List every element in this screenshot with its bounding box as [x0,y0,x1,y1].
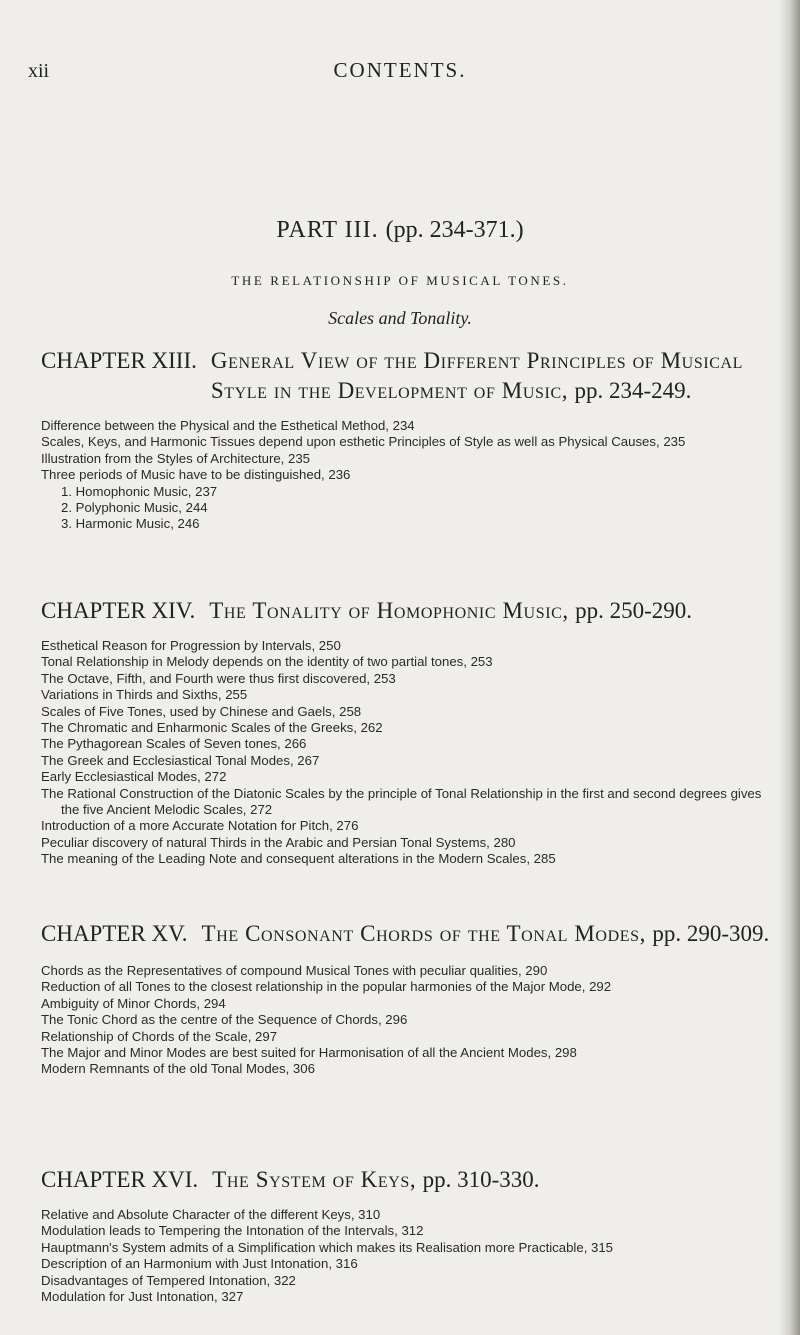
toc-entry: Reduction of all Tones to the closest relationship in the popular harmonies of the Major Mode, 292 [41,979,612,995]
toc-entry: Modern Remnants of the old Tonal Modes, 306 [41,1061,315,1077]
chapter-entries [41,418,771,533]
part-subsubtitle: Scales and Tonality. [328,308,472,328]
toc-entry: The Octave, Fifth, and Fourth were thus first discovered, 253 [41,670,396,686]
toc-entry: 3. Harmonic Music, 246 [61,516,200,532]
toc-entry: Early Ecclesiastical Modes, 272 [41,769,227,785]
chapter-xv [41,919,771,1078]
toc-entry: Difference between the Physical and the Esthetical Method, 234 [41,418,415,433]
chapter-label: CHAPTER XIV. [41,598,196,623]
toc-entry: Scales, Keys, and Harmonic Tissues depend upon esthetic Principles of Style as well as Physical Causes, 235 [41,434,686,450]
toc-entry: Scales of Five Tones, used by Chinese and Gaels, 258 [41,703,362,719]
toc-entry: The Rational Construction of the Diatonic Scales by the principle of Tonal Relationship in the first and second degrees gives the five Ancient Melodic Scales, 272 [41,785,762,818]
toc-entry: Three periods of Music have to be distinguished, 236 [41,467,351,483]
chapter-pages: pp. 290-309. [652,921,770,946]
chapter-title-text: The System of Keys, [212,1167,417,1192]
toc-entry: Peculiar discovery of natural Thirds in the Arabic and Persian Tonal Systems, 280 [41,834,516,850]
chapter-title [195,596,771,626]
toc-entry: Illustration from the Styles of Architecture, 235 [41,450,311,466]
part-title [0,217,800,244]
toc-entry: 2. Polyphonic Music, 244 [61,500,208,516]
chapter-heading [41,346,771,406]
toc-entry: Chords as the Representatives of compound Musical Tones with peculiar qualities, 290 [41,963,548,978]
toc-entry: Relationship of Chords of the Scale, 297 [41,1028,278,1044]
toc-entry: Relative and Absolute Character of the different Keys, 310 [41,1207,381,1222]
chapter-entries [41,1207,771,1305]
chapter-title-text: The Tonality of Homophonic Music, [209,598,569,623]
toc-entry: Variations in Thirds and Sixths, 255 [41,687,248,703]
chapter-title [188,919,771,949]
chapter-xiii [41,346,771,533]
chapter-xvi [41,1165,771,1305]
toc-entry: Disadvantages of Tempered Intonation, 322 [41,1272,296,1288]
toc-entry: Ambiguity of Minor Chords, 294 [41,995,226,1011]
toc-entry: Introduction of a more Accurate Notation for Pitch, 276 [41,818,359,834]
chapter-pages: pp. 310-330. [422,1167,540,1192]
toc-entry: Hauptmann's System admits of a Simplification which makes its Realisation more Practicable, 315 [41,1239,614,1255]
chapter-heading [41,919,771,949]
toc-entry: The meaning of the Leading Note and consequent alterations in the Modern Scales, 285 [41,851,556,867]
toc-entry: The Greek and Ecclesiastical Tonal Modes, 267 [41,752,320,768]
part-subtitle: THE RELATIONSHIP OF MUSICAL TONES. [231,273,569,288]
toc-entry: Description of an Harmonium with Just Intonation, 316 [41,1256,358,1272]
part-pages: (pp. 234-371.) [385,217,524,243]
chapter-title-text: General View of the Different Principles of Musical Style in the Development of Music, [210,348,744,403]
toc-entry: Tonal Relationship in Melody depends on the identity of two partial tones, 253 [41,654,493,670]
chapter-title [197,346,771,406]
toc-entry: Esthetical Reason for Progression by Intervals, 250 [41,638,341,653]
page-number: xii [28,60,50,82]
chapter-entries [41,963,771,1078]
chapter-label: CHAPTER XV. [41,921,188,946]
toc-entry: Modulation for Just Intonation, 327 [41,1289,244,1305]
part-title-label: PART III. [276,217,379,243]
chapter-title [198,1165,771,1195]
running-head: CONTENTS. [333,58,467,82]
toc-entry: 1. Homophonic Music, 237 [61,483,218,499]
chapter-xiv [41,596,771,868]
toc-entry: The Major and Minor Modes are best suited for Harmonisation of all the Ancient Modes, 298 [41,1045,577,1061]
chapter-heading [41,1165,771,1195]
chapter-label: CHAPTER XIII. [41,348,197,373]
toc-entry: Modulation leads to Tempering the Intonation of the Intervals, 312 [41,1223,424,1239]
toc-entry: The Pythagorean Scales of Seven tones, 266 [41,736,307,752]
toc-entry: The Chromatic and Enharmonic Scales of the Greeks, 262 [41,720,383,736]
chapter-title-text: The Consonant Chords of the Tonal Modes, [201,921,646,946]
chapter-heading [41,596,771,626]
chapter-pages: pp. 234-249. [574,378,692,403]
chapter-pages: pp. 250-290. [575,598,693,623]
chapter-label: CHAPTER XVI. [41,1167,199,1192]
chapter-entries [41,638,771,868]
toc-entry: The Tonic Chord as the centre of the Sequence of Chords, 296 [41,1012,408,1028]
page-edge-shadow [778,0,800,1335]
